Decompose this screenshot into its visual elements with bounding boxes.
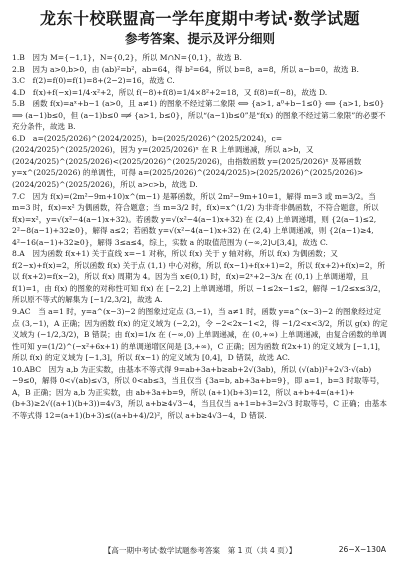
answer-item-9: 9.AC 当 a=1 时，y=a^(x−3)−2 的图象过定点 (3,−1)，当 a≠1 时，函数 y=a^(x−3)−2 的图象经过定点 (3,−1)，A 正确；因为函数 f(x) 的定义域为 (−2,2)，令 −2<2x−1<2，得 −1/2<x<3/2，所以 g(x) 的定义域为 (−1/2,3/2)，B 错误；由 f(x)=1/x 在 (−∞,0) 上单调递减，在 (0,+∞) 上单调递减，由复合函数的单调性可知 y=(1/2)^(−x²+6x+1) 的单调递增区间是 [3,+∞)，C 正确；因为函数 f(2x+1) 的定义域为 [−1,1]，所以 f(x) 的定义域为 [−1,3]，所以 f(x−1) 的定义域为 [0,4]，D 错误，故选 AC. — [12, 307, 388, 363]
page-footer — [0, 545, 400, 559]
answer-item-4: 4.D f(x)+f(−x)=1/4·x²+2，所以 f(−8)+f(8)=1/4×8²+2=18，又 f(8)=f(−8)，故选 D. — [12, 87, 328, 97]
document-title: 龙东十校联盟高一学年度期中考试·数学试题 — [39, 9, 361, 28]
answer-item-2: 2.B 因为 a>0,b>0，由 (ab)²=b²，ab=64，得 b²=64，所以 b=8，a=8，所以 a−b=0，故选 B. — [12, 64, 359, 74]
answer-item-5: 5.B 函数 f(x)=aˣ+b−1 (a>0，且 a≠1) 的图象不经过第二象限 ⟺ {a>1, a⁰+b−1≤0} ⟺ {a>1, b≤0} ⟹ (a−1)b≤0，但 (a−1)b≤0 ⟹̸ {a>1, b≤0}，所以“(a−1)b≤0”是“f(x) 的图象不经过第二象限”的必要不充分条件，故选 B. — [12, 99, 386, 132]
footer-page-info: 【高一期中考试·数学试题参考答案 第 1 页（共 4 页）】 — [103, 546, 297, 555]
document-subtitle: 参考答案、提示及评分细则 — [124, 31, 275, 46]
answer-body — [12, 52, 388, 536]
answer-item-8: 8.A 因为函数 f(x+1) 关于直线 x=−1 对称，所以 f(x) 关于 y 轴对称，所以 f(x) 为偶函数；又 f(2−x)+f(x)=2，所以函数 f(x) 关于点 (1,1) 中心对称，所以 f(x−1)+f(x+1)=2，所以 f(x+2)+f(x)=2，所以 f(x+2)=f(x−2)，所以 f(x) 周期为 4。因为当 x∈(0,1) 时，f(x)=2ˣ+2−3/x 在 (0,1) 上单调递增，且 f(1)=1，由 f(x) 的图象的对称性可知 f(x) 在 [−2,2] 上单调递增，所以 −1≤2x−1≤2，解得 −1/2≤x≤3/2，所以原不等式的解集为 [−1/2,3/2]，故选 A. — [12, 249, 386, 305]
answer-item-10: 10.ABC 因为 a,b 为正实数，由基本不等式得 9=ab+3a+b≥ab+2√(3ab)，所以 (√(ab))²+2√3·√(ab)−9≤0，解得 0<√(ab)≤√3，所以 0<ab≤3，当且仅当 {3a=b, ab+3a+b=9}，即 a=1，b=3 时取等号，A，B 正确；因为 a,b 为正实数，由 ab+3a+b=9，所以 (a+1)(b+3)=12，所以 a+b+4=(a+1)+(b+3)≥2√((a+1)(b+3))=4√3，所以 a+b≥4√3−4，当且仅当 a+1=b+3=2√3 时取等号，C 正确；由基本不等式得 12=(a+1)(b+3)≤((a+b+4)/2)²，所以 a+b≥4√3−4，D 错误. — [12, 364, 387, 420]
footer-code: 26−X−130A — [338, 545, 386, 554]
answer-item-6: 6.D a=(2025/2026)^(2024/2025)，b=(2025/2026)^(2025/2024)，c=(2024/2025)^(2025/2026)，因为 y=(2025/2026)ˣ 在 R 上单调递减，所以 a>b，又 (2024/2025)^(2025/2026)<(2025/2026)^(2025/2026)，由指数函数 y=(2025/2026)ˣ 及幂函数 y=x^(2025/2026) 的单调性，可得 a=(2025/2026)^(2024/2025)>(2025/2026)^(2025/2026)>(2024/2025)^(2025/2026)，所以 a>c>b，故选 D. — [12, 133, 364, 190]
answer-item-1: 1.B 因为 M={−1,1}，N={0,2}，所以 M∩N={0,1}，故选 B. — [12, 53, 242, 62]
answer-item-3: 3.C f(2)=f(0)=f(1)=8+(2−2)=16，故选 C. — [12, 76, 175, 86]
answer-item-7: 7.C 因为 f(x)=(2m²−9m+10)x^(m−1) 是幂函数，所以 2m²−9m+10=1，解得 m=3 或 m=3/2。当 m=3 时，f(x)=x² 为偶函数，符合题意；当 m=3/2 时，f(x)=x^(1/2) 为非奇非偶函数，不符合题意，所以 f(x)=x²，y=√(x²−4(a−1)x+32)。若函数 y=√(x²−4(a−1)x+32) 在 (2,4) 上单调递增，则 {2(a−1)≤2, 2²−8(a−1)+32≥0}，解得 a≤2；若函数 y=√(x²−4(a−1)x+32) 在 (2,4) 上单调递减，则 {2(a−1)≥4, 4²−16(a−1)+32≥0}，解得 3≤a≤4，综上，实数 a 的取值范围为 (−∞,2]∪[3,4]，故选 C. — [12, 191, 379, 247]
